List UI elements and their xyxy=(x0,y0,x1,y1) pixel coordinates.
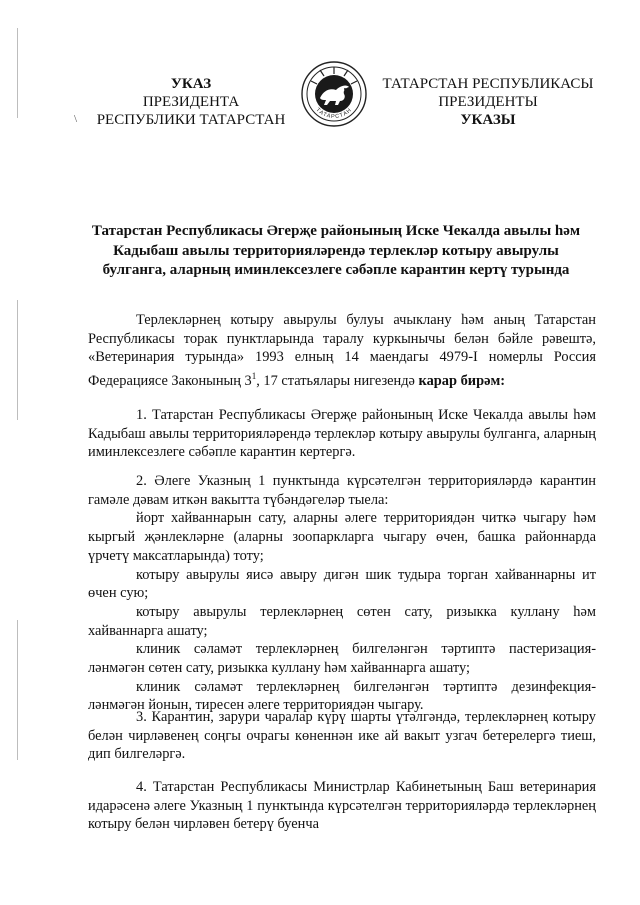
preamble-text: Терлекләрнең котыру авырулы булуы ачыклану һәм аның Татарстан Республикасы торак пунктларында таралу куркынычы белән бәйле рәвештә, «Ветеринария турында» 1993 елның 14 маендагы 4979-I номерлы Россия Федерациясе Законының 3 xyxy=(88,312,596,389)
title-line2: Кадыбаш авылы территорияләрендә терлекләр котыру авырулы xyxy=(113,242,559,259)
item2-sub4: клиник сәламәт терлекләрнең билгеләнгән тәртиптә пастеризация-ләнмәгән сөтен сату, ризыкка куллану һәм хайваннарга ашату; xyxy=(88,641,596,677)
title-line1: Татарстан Республикасы Әгерҗе районының Иске Чекалда авылы һәм xyxy=(91,223,581,239)
decree-item-4 xyxy=(88,778,596,834)
item2-sub5: клиник сәламәт терлекләрнең билгеләнгән тәртиптә дезинфекция-ләнмәгән йонын, тиресен әлеге территориядән чыгару. xyxy=(88,678,596,714)
item3-text: 3. Карантин, зарури чаралар күрү шарты үтәлгәндә, терлекләрнең котыру белән чирләвенең соңгы очрагы көненнән ике ай вакыт узгач бетерелергә тиеш, дип билгеләргә. xyxy=(88,709,596,763)
header-russian xyxy=(86,75,296,129)
preamble xyxy=(88,311,596,391)
scan-tick-mark: \ xyxy=(74,113,78,125)
decree-title xyxy=(76,222,596,281)
decree-item-2 xyxy=(88,472,596,715)
scan-edge-mark xyxy=(17,620,18,760)
header-right-line2: ПРЕЗИДЕНТЫ xyxy=(438,94,538,110)
preamble-text-after: , 17 статьялары нигезендә xyxy=(256,372,419,389)
header-tatar xyxy=(378,75,598,129)
header-right-line3: УКАЗЫ xyxy=(460,112,516,128)
decree-item-3 xyxy=(88,708,596,764)
decree-item-1 xyxy=(88,406,596,462)
tatarstan-emblem-icon xyxy=(300,60,368,128)
title-line3: булганга, аларның иминлексезлеге сәбәпле карантин кертү турында xyxy=(102,262,570,278)
emblem-ring-text: ТАТАРСТАН xyxy=(314,107,354,121)
item1-text: 1. Татарстан Республикасы Әгерҗе районының Иске Чекалда авылы һәм Кадыбаш авылы территорияләрендә терлекләр котыру авырулы булганга, аларның иминлексезлеге сәбәпле карантин кертергә. xyxy=(88,407,596,461)
header-left-line1: УКАЗ xyxy=(170,76,212,92)
header-left-line2: ПРЕЗИДЕНТА xyxy=(142,94,240,110)
scan-edge-mark xyxy=(17,28,18,118)
header-left-line3: РЕСПУБЛИКИ ТАТАРСТАН xyxy=(96,112,286,128)
decision-phrase: карар бирәм: xyxy=(418,372,506,389)
header-right-line1: ТАТАРСТАН РЕСПУБЛИКАСЫ xyxy=(382,76,594,92)
item2-sub1: йорт хайваннарын сату, аларны әлеге территориядән читкә чыгару һәм кыргый җәнлекләрне (аларны зоопаркларга чыгару өчен, башка районнарда үрчетү максатларында) тоту; xyxy=(88,510,596,564)
item2-intro: 2. Әлеге Указның 1 пунктында күрсәтелгән территорияләрдә карантин гамәле дәвам иткән вакытта түбәндәгеләр тыела: xyxy=(88,473,596,508)
item2-sub3: котыру авырулы терлекләрнең сөтен сату, ризыкка куллану һәм хайваннарга ашату; xyxy=(88,603,596,639)
item2-sub2: котыру авырулы яисә авыру дигән шик тудыра торган хайваннарны ит өчен сую; xyxy=(88,566,596,602)
item4-text: 4. Татарстан Республикасы Министрлар Кабинетының Баш ветеринария идарәсенә әлеге Указның 1 пунктында күрсәтелгән территорияләрдә терлекләрнең котыру белән чирләвен бетерү буенча xyxy=(88,779,596,833)
scan-edge-mark xyxy=(17,300,18,420)
preamble-superscript: 1 xyxy=(251,371,257,382)
